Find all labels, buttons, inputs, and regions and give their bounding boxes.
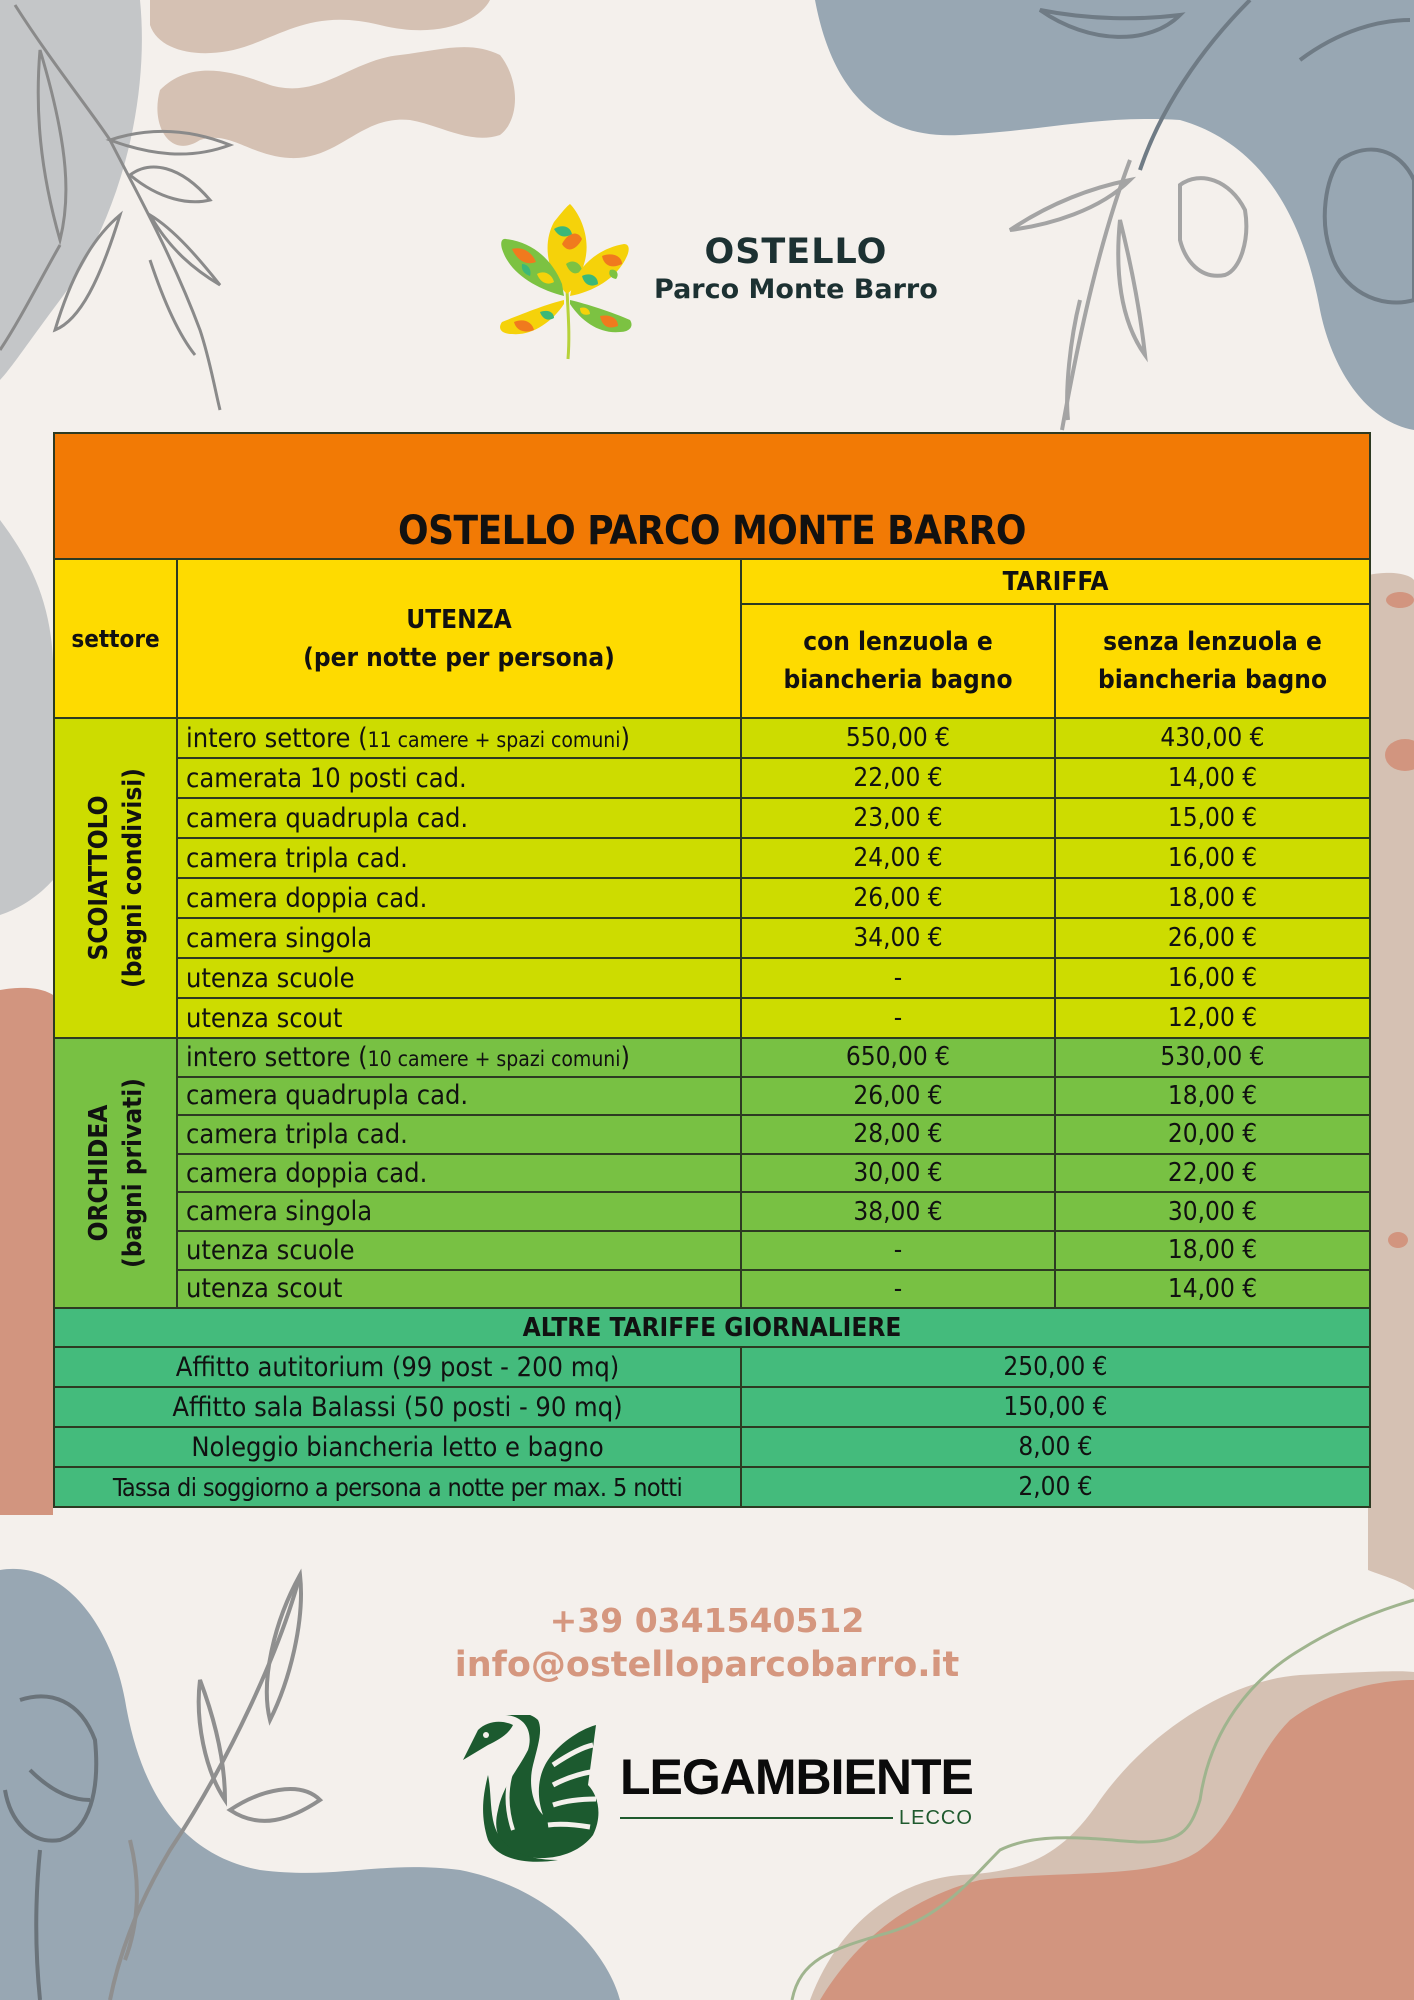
header-utenza-note: (per notte per persona) [303,642,615,673]
bg-shape-gray-topleft [0,0,142,380]
chestnut-leaf-icon [492,204,642,364]
brand-subtitle: Parco Monte Barro [654,274,938,305]
utenza-cell: camera singola [177,918,741,958]
utenza-cell: camera doppia cad. [177,1154,741,1193]
header-tariffa: TARIFFA [741,559,1370,604]
contact-block [0,1600,1414,1688]
table-title: OSTELLO PARCO MONTE BARRO [54,433,1370,559]
price-senza: 22,00 € [1055,1154,1370,1193]
price-con: 23,00 € [741,798,1055,838]
sector-name: SCOIATTOLO [83,795,114,961]
price-senza: 26,00 € [1055,918,1370,958]
header-settore: settore [54,559,177,718]
brand-title: OSTELLO [704,232,888,272]
altre-label: Affitto sala Balassi (50 posti - 90 mq) [54,1387,741,1427]
header-con-line2: biancheria bagno [783,665,1013,695]
price-senza: 430,00 € [1055,718,1370,758]
partner-name: LEGAMBIENTE [620,1749,973,1805]
header-senza-line1: senza lenzuola e [1103,627,1322,657]
table-row [54,1115,1370,1154]
price-senza: 530,00 € [1055,1038,1370,1077]
price-senza: 14,00 € [1055,758,1370,798]
legambiente-logo [458,1715,973,1865]
table-row [54,878,1370,918]
utenza-cell: utenza scout [177,998,741,1038]
price-senza: 18,00 € [1055,878,1370,918]
header-senza-lenzuola [1055,604,1370,718]
header-con-line1: con lenzuola e [803,627,993,657]
altre-title: ALTRE TARIFFE GIORNALIERE [54,1308,1370,1347]
header-con-lenzuola [741,604,1055,718]
utenza-cell: camera doppia cad. [177,878,741,918]
table-row [54,1154,1370,1193]
sector-note: (bagni condivisi) [117,768,148,988]
price-senza: 16,00 € [1055,958,1370,998]
utenza-cell: camera quadrupla cad. [177,1077,741,1116]
utenza-close: ) [620,722,631,754]
bg-shape-salmon-left [0,988,53,1515]
sector-orchidea [54,1038,177,1308]
partner-text [620,1750,973,1830]
table-row [54,958,1370,998]
altre-label: Tassa di soggiorno a persona a notte per max. 5 notti [54,1467,741,1507]
utenza-cell [177,718,741,758]
altre-row [54,1387,1370,1427]
table-title-row [54,433,1370,559]
altre-value: 250,00 € [741,1347,1370,1387]
utenza-cell [177,1038,741,1077]
price-con: 26,00 € [741,1077,1055,1116]
bg-wave-1 [150,0,490,53]
price-senza: 18,00 € [1055,1077,1370,1116]
utenza-cell: camerata 10 posti cad. [177,758,741,798]
table-row [54,838,1370,878]
contact-email[interactable]: info@ostelloparcobarro.it [454,1645,960,1685]
utenza-label: intero settore ( [186,722,368,754]
utenza-cell: utenza scuole [177,1231,741,1270]
swan-icon [458,1715,608,1865]
header-utenza-title: UTENZA [406,604,512,635]
price-con: 22,00 € [741,758,1055,798]
price-con: 34,00 € [741,918,1055,958]
altre-row [54,1467,1370,1507]
altre-label: Affitto autitorium (99 post - 200 mq) [54,1347,741,1387]
price-senza: 16,00 € [1055,838,1370,878]
price-senza: 30,00 € [1055,1192,1370,1231]
price-con: 550,00 € [741,718,1055,758]
tariff-table [53,432,1371,1508]
table-row [54,758,1370,798]
price-con: - [741,998,1055,1038]
utenza-cell: camera tripla cad. [177,1115,741,1154]
bg-wave-2 [157,47,515,158]
altre-label: Noleggio biancheria letto e bagno [54,1427,741,1467]
altre-row [54,1427,1370,1467]
price-con: 650,00 € [741,1038,1055,1077]
table-row [54,1231,1370,1270]
bg-dot [1386,592,1414,608]
table-row [54,798,1370,838]
utenza-cell: camera singola [177,1192,741,1231]
altre-value: 2,00 € [741,1467,1370,1507]
sector-note: (bagni privati) [117,1078,148,1269]
bg-dot [1388,1232,1408,1248]
altre-value: 8,00 € [741,1427,1370,1467]
table-row [54,1038,1370,1077]
price-senza: 15,00 € [1055,798,1370,838]
price-con: 30,00 € [741,1154,1055,1193]
utenza-label: intero settore ( [186,1041,368,1073]
sector-name: ORCHIDEA [83,1104,114,1242]
utenza-detail: 10 camere + spazi comuni [367,1046,621,1071]
bg-shape-gray-left [0,520,53,915]
contact-phone[interactable]: +39 0341540512 [549,1601,865,1640]
brand-text [654,231,938,307]
table-row [54,918,1370,958]
price-con: - [741,958,1055,998]
price-con: 24,00 € [741,838,1055,878]
bg-shape-beige-right [1368,573,1414,1590]
table-row [54,1270,1370,1309]
altre-value: 150,00 € [741,1387,1370,1427]
partner-city: LECCO [899,1807,973,1829]
utenza-close: ) [620,1041,631,1073]
sector-scoiattolo [54,718,177,1038]
partner-subline [620,1806,973,1830]
utenza-cell: camera tripla cad. [177,838,741,878]
header-row-1 [54,559,1370,604]
price-senza: 12,00 € [1055,998,1370,1038]
price-con: - [741,1270,1055,1309]
utenza-cell: camera quadrupla cad. [177,798,741,838]
table-row [54,1192,1370,1231]
altre-row [54,1347,1370,1387]
header-utenza [177,559,741,718]
partner-divider [620,1817,893,1819]
price-con: 26,00 € [741,878,1055,918]
header-senza-line2: biancheria bagno [1097,665,1328,695]
price-con: 38,00 € [741,1192,1055,1231]
price-senza: 20,00 € [1055,1115,1370,1154]
bg-branch-right [1010,160,1246,430]
table-row [54,718,1370,758]
price-senza: 18,00 € [1055,1231,1370,1270]
utenza-cell: utenza scout [177,1270,741,1309]
price-con: - [741,1231,1055,1270]
table-row [54,998,1370,1038]
price-senza: 14,00 € [1055,1270,1370,1309]
utenza-detail: 11 camere + spazi comuni [367,727,621,752]
utenza-cell: utenza scuole [177,958,741,998]
altre-title-row [54,1308,1370,1347]
table-row [54,1077,1370,1116]
ostello-logo [492,204,938,364]
price-con: 28,00 € [741,1115,1055,1154]
